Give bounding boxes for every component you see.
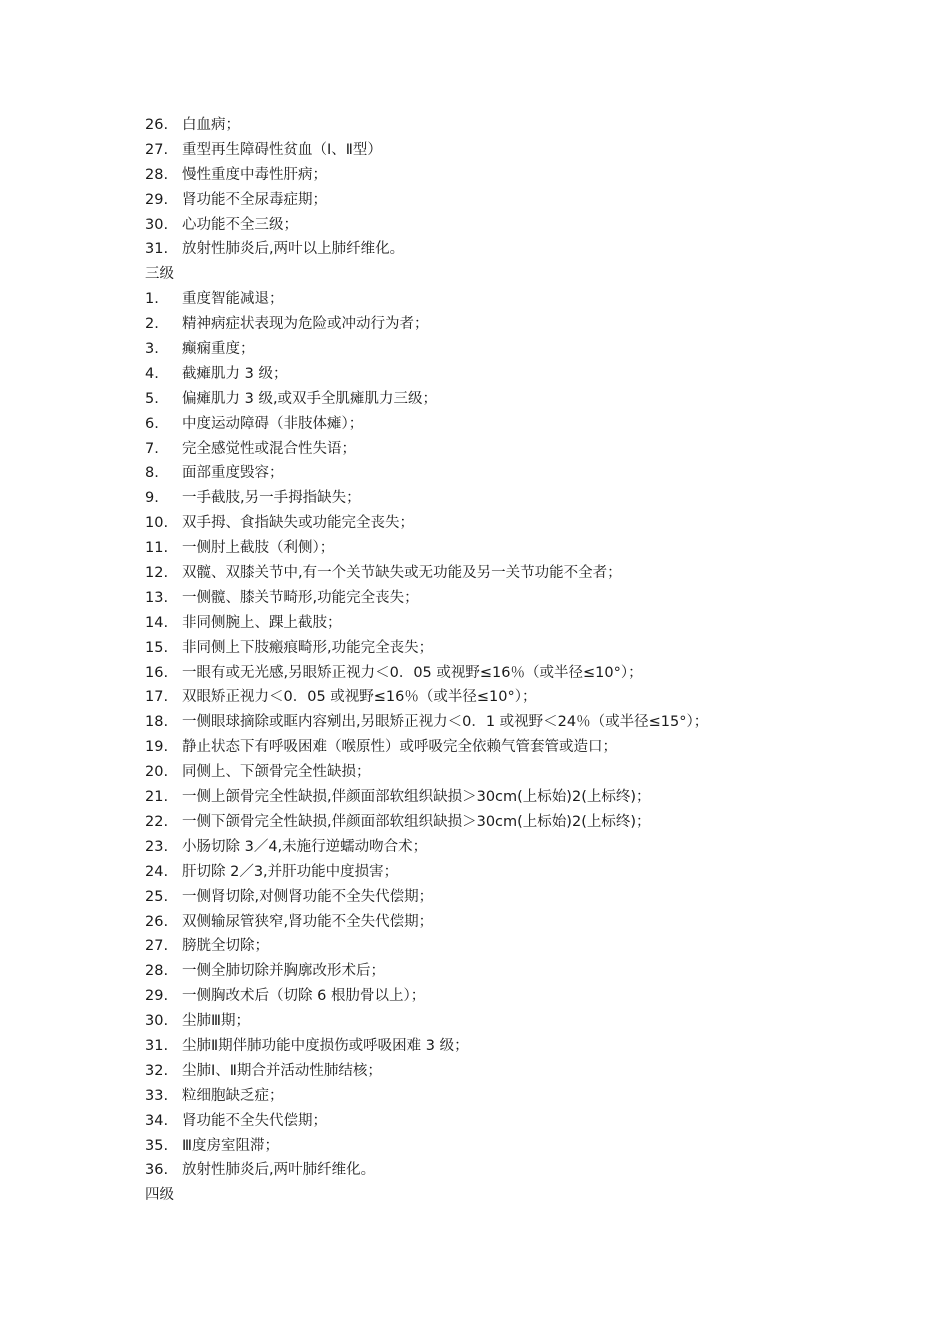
list-item <box>145 661 925 686</box>
list-item-text: 膀胱全切除； <box>182 938 269 955</box>
list-item-text: 重型再生障碍性贫血（Ⅰ、Ⅱ型） <box>182 141 382 158</box>
list-item <box>145 188 925 213</box>
list-item <box>145 1034 925 1059</box>
list-item-number: 24. <box>145 863 169 880</box>
list-item <box>145 785 925 810</box>
document-page <box>145 113 925 1208</box>
list-item-number: 30. <box>145 216 169 233</box>
list-item-text: 一手截肢,另一手拇指缺失； <box>182 490 361 507</box>
list-item-number: 11. <box>145 540 169 557</box>
list-item-number: 5. <box>145 390 159 407</box>
list-item <box>145 213 925 238</box>
list-item-text: 一侧髋、膝关节畸形,功能完全丧失； <box>182 589 419 606</box>
list-item <box>145 536 925 561</box>
list-item <box>145 461 925 486</box>
list-item-number: 29. <box>145 988 169 1005</box>
list-item <box>145 561 925 586</box>
list-item <box>145 511 925 536</box>
list-item <box>145 486 925 511</box>
list-item-number: 23. <box>145 838 169 855</box>
list-item <box>145 1009 925 1034</box>
list-item-number: 1. <box>145 291 159 308</box>
list-item-number: 26. <box>145 117 169 133</box>
list-item-number: 32. <box>145 1062 169 1079</box>
list-item-number: 20. <box>145 764 169 781</box>
list-item-text: 一侧上颌骨完全性缺损,伴颜面部软组织缺损＞30cm(上标始)2(上标终)； <box>182 789 651 806</box>
list-item <box>145 1059 925 1084</box>
list-item <box>145 1084 925 1109</box>
list-item <box>145 835 925 860</box>
list-item-number: 8. <box>145 465 159 482</box>
list-item <box>145 437 925 462</box>
list-item <box>145 910 925 935</box>
list-item-text: 同侧上、下颌骨完全性缺损； <box>182 764 371 781</box>
list-item-text: 重度智能减退； <box>182 291 284 308</box>
list-item <box>145 1158 925 1183</box>
list-item-text: 偏瘫肌力 3 级,或双手全肌瘫肌力三级； <box>182 390 438 407</box>
list-item-number: 4. <box>145 365 159 382</box>
list-item-number: 7. <box>145 440 159 457</box>
list-item-number: 6. <box>145 415 159 432</box>
list-item <box>145 611 925 636</box>
list-item-number: 3. <box>145 341 159 358</box>
list-item <box>145 1109 925 1134</box>
list-item-number: 33. <box>145 1087 169 1104</box>
list-item-text: 非同侧上下肢瘢痕畸形,功能完全丧失； <box>182 639 434 656</box>
list-item-text: 一侧肘上截肢（利侧）； <box>182 540 335 557</box>
list-item-text: 双侧输尿管狭窄,肾功能不全失代偿期； <box>182 913 434 930</box>
section-heading: 四级 <box>145 1187 174 1204</box>
list-item-text: 一眼有或无光感,另眼矫正视力＜0．05 或视野≤16％（或半径≤10°）； <box>182 664 643 681</box>
list-item-number: 2. <box>145 316 159 333</box>
list-item-number: 21. <box>145 789 169 806</box>
list-item-text: 肾功能不全失代偿期； <box>182 1112 327 1129</box>
list-item <box>145 860 925 885</box>
list-item-number: 28. <box>145 166 169 183</box>
list-item-number: 12. <box>145 565 169 582</box>
list-item-text: 白血病； <box>182 117 240 133</box>
list-item <box>145 636 925 661</box>
list-item <box>145 959 925 984</box>
list-item-number: 30. <box>145 1013 169 1030</box>
list-item-number: 31. <box>145 1037 169 1054</box>
list-item-number: 35. <box>145 1137 169 1154</box>
list-item-number: 26. <box>145 913 169 930</box>
list-item <box>145 1134 925 1159</box>
list-item-text: 放射性肺炎后,两叶以上肺纤维化。 <box>182 241 405 258</box>
list-item-text: 双髋、双膝关节中,有一个关节缺失或无功能及另一关节功能不全者； <box>182 565 622 582</box>
list-item-text: 中度运动障碍（非肢体瘫）； <box>182 415 364 432</box>
list-item-number: 28. <box>145 963 169 980</box>
list-item-number: 25. <box>145 888 169 905</box>
list-item-text: 肝切除 2／3,并肝功能中度损害； <box>182 863 399 880</box>
list-item <box>145 362 925 387</box>
list-item-text: 尘肺Ⅱ期伴肺功能中度损伤或呼吸困难 3 级； <box>182 1037 469 1054</box>
list-item-number: 18. <box>145 714 169 731</box>
list-item-number: 34. <box>145 1112 169 1129</box>
list-item <box>145 586 925 611</box>
list-item-number: 17. <box>145 689 169 706</box>
list-item-text: 一侧下颌骨完全性缺损,伴颜面部软组织缺损＞30cm(上标始)2(上标终)； <box>182 813 651 830</box>
list-item-text: 尘肺Ⅲ期； <box>182 1013 250 1030</box>
list-item-text: 粒细胞缺乏症； <box>182 1087 284 1104</box>
list-item <box>145 760 925 785</box>
list-item-text: 双眼矫正视力＜0．05 或视野≤16％（或半径≤10°）； <box>182 689 537 706</box>
list-item-number: 14. <box>145 614 169 631</box>
list-item-text: 一侧全肺切除并胸廓改形术后； <box>182 963 385 980</box>
list-item <box>145 685 925 710</box>
list-item-text: 完全感觉性或混合性失语； <box>182 440 356 457</box>
list-item-number: 19. <box>145 739 169 756</box>
list-item-number: 15. <box>145 639 169 656</box>
list-item <box>145 337 925 362</box>
list-item-text: 静止状态下有呼吸困难（喉原性）或呼吸完全依赖气管套管或造口； <box>182 739 617 756</box>
list-item-number: 13. <box>145 589 169 606</box>
list-item-text: 放射性肺炎后,两叶肺纤维化。 <box>182 1162 376 1179</box>
list-item <box>145 312 925 337</box>
list-item-number: 31. <box>145 241 169 258</box>
list-item-number: 16. <box>145 664 169 681</box>
list-item <box>145 387 925 412</box>
list-item-text: 面部重度毁容； <box>182 465 284 482</box>
list-item-text: 心功能不全三级； <box>182 216 298 233</box>
section-heading: 三级 <box>145 266 174 283</box>
list-item <box>145 710 925 735</box>
list-item <box>145 287 925 312</box>
list-item-text: 尘肺Ⅰ、Ⅱ期合并活动性肺结核； <box>182 1062 382 1079</box>
list-item-text: 一侧眼球摘除或眶内容剜出,另眼矫正视力＜0．1 或视野＜24％（或半径≤15°）； <box>182 714 709 731</box>
list-item-text: 慢性重度中毒性肝病； <box>182 166 327 183</box>
list-item-text: 一侧肾切除,对侧肾功能不全失代偿期； <box>182 888 434 905</box>
list-item <box>145 934 925 959</box>
list-item-number: 10. <box>145 515 169 532</box>
list-item <box>145 810 925 835</box>
list-item-text: 双手拇、食指缺失或功能完全丧失； <box>182 515 414 532</box>
list-item <box>145 412 925 437</box>
list-item-text: 癫痫重度； <box>182 341 255 358</box>
list-item-text: 精神病症状表现为危险或冲动行为者； <box>182 316 429 333</box>
list-item-text: 肾功能不全尿毒症期； <box>182 191 327 208</box>
list-item-number: 27. <box>145 938 169 955</box>
list-item-text: 非同侧腕上、踝上截肢； <box>182 614 342 631</box>
list-item-text: Ⅲ度房室阻滞； <box>182 1137 279 1154</box>
list-item <box>145 885 925 910</box>
list-item-text: 截瘫肌力 3 级； <box>182 365 288 382</box>
list-item <box>145 984 925 1009</box>
list-item <box>145 735 925 760</box>
list-item <box>145 138 925 163</box>
list-item <box>145 113 925 138</box>
list-item-number: 36. <box>145 1162 169 1179</box>
list-item-text: 小肠切除 3／4,未施行逆蠕动吻合术； <box>182 838 428 855</box>
list-item-number: 22. <box>145 813 169 830</box>
list-item-text: 一侧胸改术后（切除 6 根肋骨以上）； <box>182 988 426 1005</box>
list-item-number: 29. <box>145 191 169 208</box>
list-item-number: 9. <box>145 490 159 507</box>
list-item-number: 27. <box>145 141 169 158</box>
list-item <box>145 237 925 262</box>
list-item <box>145 163 925 188</box>
